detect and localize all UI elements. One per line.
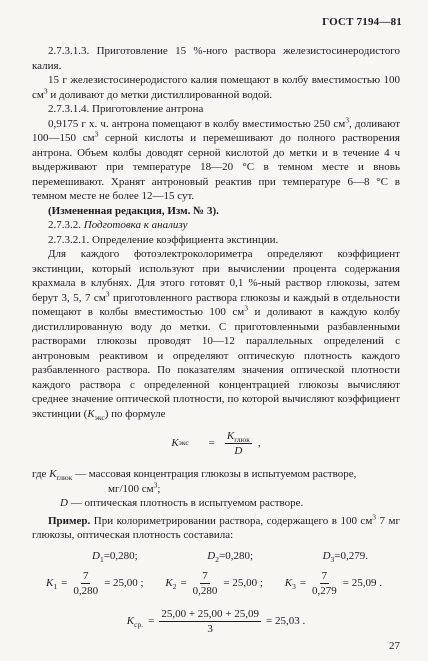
k-avg-denominator: 3 <box>207 622 213 635</box>
k-values-row <box>32 569 400 597</box>
superscript: 3 <box>94 129 99 139</box>
d-value: =0,280; <box>218 549 253 562</box>
text-span: серной кислоты и перемешивают до полного растворения антрона. Объем колбы доводят серной кислотой до метки и в течение 4 ч выдерживают при температуре 18—20 °С в темном месте и вновь перемешивают. Хранят антроновый реактив при температуре 6—8 °С в темном месте не более 12—15 сут. <box>32 132 400 202</box>
symbol-k: K <box>87 407 95 420</box>
k-avg-subscript: ср. <box>134 619 144 629</box>
paragraph-2-7-3-1-3: 2.7.3.1.3. Приготовление 15 %-ного раствора железистосинеродистого калия. <box>32 45 400 72</box>
superscript: 3 <box>345 114 350 124</box>
k-subscript: 2 <box>172 581 177 591</box>
d-value-1 <box>92 549 138 564</box>
k-denominator: 0,280 <box>73 584 99 597</box>
superscript: 3 <box>105 288 110 298</box>
superscript: 3 <box>244 303 248 313</box>
example-label: Пример. <box>48 514 91 527</box>
k-subscript: 1 <box>53 581 58 591</box>
page-number: 27 <box>389 640 400 652</box>
k-equals: = <box>180 576 187 589</box>
d-value-2 <box>207 549 253 564</box>
d-value: =0,279. <box>334 549 368 562</box>
where-line-d <box>32 496 400 511</box>
d-subscript: 1 <box>99 554 104 564</box>
k-calc-3 <box>285 570 382 597</box>
where-clause <box>32 467 400 511</box>
paragraph-ferrocyanide-prep <box>32 73 400 102</box>
k-symbol: K <box>284 576 293 589</box>
k-numerator: 7 <box>202 569 208 582</box>
k-average-calc <box>127 608 305 635</box>
text-span: 0,9175 г х. ч. антрона помещают в колбу вместимостью 250 см <box>48 117 346 130</box>
k-calc-2 <box>165 570 263 597</box>
where-symbol-d: D <box>60 497 68 509</box>
superscript: 3 <box>153 479 158 489</box>
example-paragraph <box>32 511 400 543</box>
numerator-symbol: K <box>226 429 235 442</box>
k-equals: = <box>61 576 68 589</box>
k-lhs <box>285 576 296 591</box>
extinction-formula: K экс = $\frac{K_{глюк}}{D}$ , <box>171 429 261 457</box>
k-fraction <box>71 570 100 597</box>
k-symbol: K <box>46 576 54 589</box>
k-fraction <box>191 570 220 597</box>
text-span: 7 мг глюкозы, оптическая плотность составила: <box>32 514 400 541</box>
k-avg-numerator: 25,00 + 25,00 + 25,09 <box>161 607 259 620</box>
d-values-row <box>32 549 400 564</box>
k-avg-fraction <box>159 608 261 635</box>
k-lhs <box>165 576 176 591</box>
k-calc-1 <box>46 570 144 597</box>
k-denominator: 0,279 <box>312 584 337 597</box>
k-avg-lhs <box>127 614 143 629</box>
text-span: 15 г железистосинеродистого калия помещают в колбу вместимостью 100 см <box>32 74 400 101</box>
section-title: Подготовка к анализу <box>83 219 188 231</box>
where-line-unit <box>32 479 400 497</box>
d-subscript: 3 <box>330 554 335 564</box>
page-content <box>32 44 400 635</box>
k-result: = 25,09 . <box>342 576 382 589</box>
paragraph-2-7-3-2 <box>32 218 400 233</box>
d-symbol: D <box>92 549 100 562</box>
subscript: экс <box>94 412 105 422</box>
k-avg-result: = 25,03 . <box>265 614 306 627</box>
fraction-numerator <box>225 430 252 444</box>
formula-comma: , <box>257 436 261 449</box>
k-fraction <box>310 570 339 597</box>
paragraph-2-7-3-1-4: 2.7.3.1.4. Приготовление антрона <box>48 103 204 115</box>
k-avg-symbol: K <box>126 614 135 627</box>
section-number: 2.7.3.2. <box>48 219 84 231</box>
k-numerator: 7 <box>82 569 89 582</box>
text-span: , доливают 100—150 см <box>32 117 401 144</box>
k-result: = 25,00 ; <box>223 576 263 589</box>
text-span: ) по формуле <box>104 407 166 420</box>
formula-symbol-k: K <box>171 436 179 449</box>
where-line-k <box>32 467 400 482</box>
numerator-subscript: глюк <box>234 434 250 444</box>
where-text: — массовая концентрация глюкозы в испытуемом растворе, <box>72 468 357 480</box>
k-avg-equals: = <box>148 614 155 627</box>
paragraph-extinction-method <box>32 247 400 421</box>
d-value-3 <box>323 549 368 564</box>
text-span: и доливают в каждую колбу дистиллированную воду до метки. С приготовленными разбавленными растворами глюкозы проводят 10—12 параллельных определений с антроновым реактивом и определяют оптическую плотность каждого разбавленного раствора. По показателям значения оптической плотности каждого раствора с определенной концентрацией глюкозы вычисляют среднее значение оптической плотности, по которой вычисляют коэффициент экстинции ( <box>32 306 400 420</box>
superscript: 3 <box>372 511 377 521</box>
paragraph-2-7-3-2-1: 2.7.3.2.1. Определение коэффициента экстинции. <box>48 233 279 246</box>
where-text: — оптическая плотность в испытуемом растворе. <box>67 497 304 509</box>
standard-header: ГОСТ 7194—81 <box>322 16 402 28</box>
k-lhs <box>46 576 57 591</box>
formula-equals: = <box>208 436 215 449</box>
superscript: 3 <box>43 85 48 95</box>
k-symbol: K <box>165 576 173 589</box>
text-span: Для каждого фотоэлектроколориметра определяют коэффициент экстинции, который используют при вычислении процента содержания крахмала в клубнях. Для этого готовят 0,1 %-ный раствор глюкозы, затем берут 3, 5, 7 см <box>32 248 400 304</box>
k-average-formula <box>32 607 400 635</box>
paragraph-anthrone-prep <box>32 114 401 204</box>
d-value: =0,280; <box>103 549 138 562</box>
d-subscript: 2 <box>215 554 219 564</box>
k-subscript: 3 <box>292 581 296 591</box>
where-symbol-k: K <box>49 468 57 480</box>
formula-fraction <box>225 430 252 457</box>
text-span: приготовленного раствора глюкозы и каждый в отдельности помещают в колбы вместимостью 100 см <box>32 291 400 318</box>
where-lead: где <box>32 468 50 480</box>
k-equals: = <box>299 576 307 589</box>
d-symbol: D <box>207 549 216 562</box>
k-numerator: 7 <box>321 569 328 582</box>
where-subscript: глюк <box>56 473 73 483</box>
unit-end: ; <box>157 482 161 495</box>
unit-text: мг/100 см <box>108 482 154 495</box>
amendment-note: (Измененная редакция, Изм. № 3). <box>48 204 219 217</box>
fraction-denominator: D <box>234 444 243 457</box>
text-span: При колориметрировании раствора, содержащего в 100 см <box>90 514 373 527</box>
k-denominator: 0,280 <box>192 584 218 597</box>
text-span: и доливают до метки дистиллированной водой. <box>47 88 273 101</box>
d-symbol: D <box>322 549 331 562</box>
k-result: = 25,00 ; <box>104 576 144 589</box>
